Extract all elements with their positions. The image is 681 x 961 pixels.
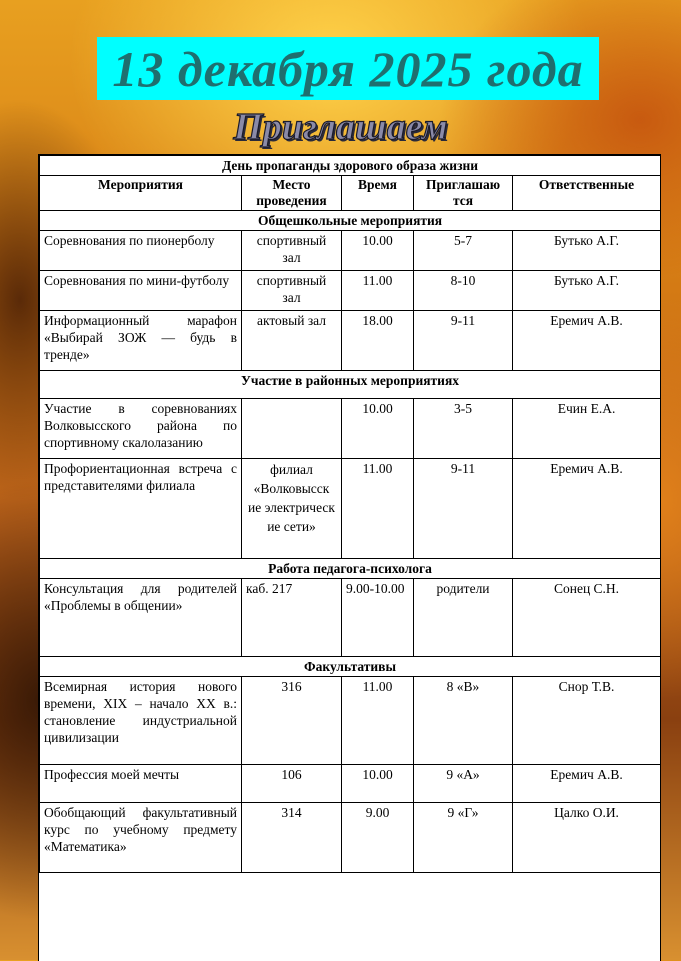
- table-row: [40, 803, 661, 873]
- place-cell: [242, 399, 342, 459]
- section-title: Общешкольные мероприятия: [40, 211, 661, 231]
- event-cell: Обобщающий факультативный курс по учебному предмету «Математика»: [40, 803, 242, 873]
- place-cell: каб. 217: [242, 579, 342, 657]
- responsible-cell: Еремич А.В.: [513, 459, 661, 559]
- invited-cell: 8-10: [414, 271, 513, 311]
- time-cell: 9.00: [342, 803, 414, 873]
- section-row: [40, 371, 661, 399]
- section-title: Участие в районных мероприятиях: [40, 371, 661, 399]
- responsible-cell: Еремич А.В.: [513, 765, 661, 803]
- invited-cell: 9-11: [414, 459, 513, 559]
- section-row: [40, 559, 661, 579]
- invited-cell: 9 «Г»: [414, 803, 513, 873]
- column-header-row: [40, 176, 661, 211]
- col-header-invited: Приглашаю тся: [414, 176, 513, 211]
- table-row: [40, 231, 661, 271]
- time-cell: 10.00: [342, 765, 414, 803]
- event-cell: Соревнования по пионерболу: [40, 231, 242, 271]
- table-row: [40, 271, 661, 311]
- event-cell: Профессия моей мечты: [40, 765, 242, 803]
- date-title: 13 декабря 2025 года: [112, 40, 584, 97]
- event-cell: Участие в соревнованиях Волковысского района по спортивному скалолазанию: [40, 399, 242, 459]
- table-caption: День пропаганды здорового образа жизни: [40, 156, 661, 176]
- place-cell: 316: [242, 677, 342, 765]
- invited-cell: родители: [414, 579, 513, 657]
- schedule-table: [39, 155, 661, 873]
- invited-cell: 3-5: [414, 399, 513, 459]
- time-cell: 10.00: [342, 231, 414, 271]
- time-cell: 9.00-10.00: [342, 579, 414, 657]
- time-cell: 10.00: [342, 399, 414, 459]
- event-cell: Профориентационная встреча с представителями филиала: [40, 459, 242, 559]
- event-cell: Всемирная история нового времени, XIX – начало XX в.: становление индустриальной цивилизации: [40, 677, 242, 765]
- section-row: [40, 211, 661, 231]
- time-cell: 11.00: [342, 271, 414, 311]
- col-header-time: Время: [342, 176, 414, 211]
- table-row: [40, 459, 661, 559]
- table-row: [40, 311, 661, 371]
- responsible-cell: Бутько А.Г.: [513, 231, 661, 271]
- responsible-cell: Ечин Е.А.: [513, 399, 661, 459]
- section-row: [40, 657, 661, 677]
- invited-cell: 5-7: [414, 231, 513, 271]
- table-row: [40, 579, 661, 657]
- col-header-responsible: Ответственные: [513, 176, 661, 211]
- table-caption-row: [40, 156, 661, 176]
- col-header-event: Мероприятия: [40, 176, 242, 211]
- place-cell: спортивный зал: [242, 271, 342, 311]
- section-title: Работа педагога-психолога: [40, 559, 661, 579]
- place-cell: 314: [242, 803, 342, 873]
- responsible-cell: Сонец С.Н.: [513, 579, 661, 657]
- time-cell: 11.00: [342, 459, 414, 559]
- time-cell: 18.00: [342, 311, 414, 371]
- responsible-cell: Бутько А.Г.: [513, 271, 661, 311]
- table-row: [40, 677, 661, 765]
- place-cell: спортивный зал: [242, 231, 342, 271]
- responsible-cell: Еремич А.В.: [513, 311, 661, 371]
- col-header-place: Место проведения: [242, 176, 342, 211]
- event-cell: Соревнования по мини-футболу: [40, 271, 242, 311]
- responsible-cell: Снop Т.В.: [513, 677, 661, 765]
- event-cell: Информационный марафон «Выбирай ЗОЖ — будь в тренде»: [40, 311, 242, 371]
- invited-cell: 8 «В»: [414, 677, 513, 765]
- section-title: Факультативы: [40, 657, 661, 677]
- place-cell: 106: [242, 765, 342, 803]
- place-cell: актовый зал: [242, 311, 342, 371]
- place-cell: филиал «Волковысск ие электрическ ие сети»: [242, 459, 342, 559]
- table-row: [40, 399, 661, 459]
- schedule-sheet: [38, 154, 661, 961]
- table-row: [40, 765, 661, 803]
- invite-heading: Приглашаем: [233, 106, 448, 148]
- invited-cell: 9 «А»: [414, 765, 513, 803]
- responsible-cell: Цалко О.И.: [513, 803, 661, 873]
- event-cell: Консультация для родителей «Проблемы в общении»: [40, 579, 242, 657]
- invited-cell: 9-11: [414, 311, 513, 371]
- date-title-box: [97, 37, 599, 100]
- time-cell: 11.00: [342, 677, 414, 765]
